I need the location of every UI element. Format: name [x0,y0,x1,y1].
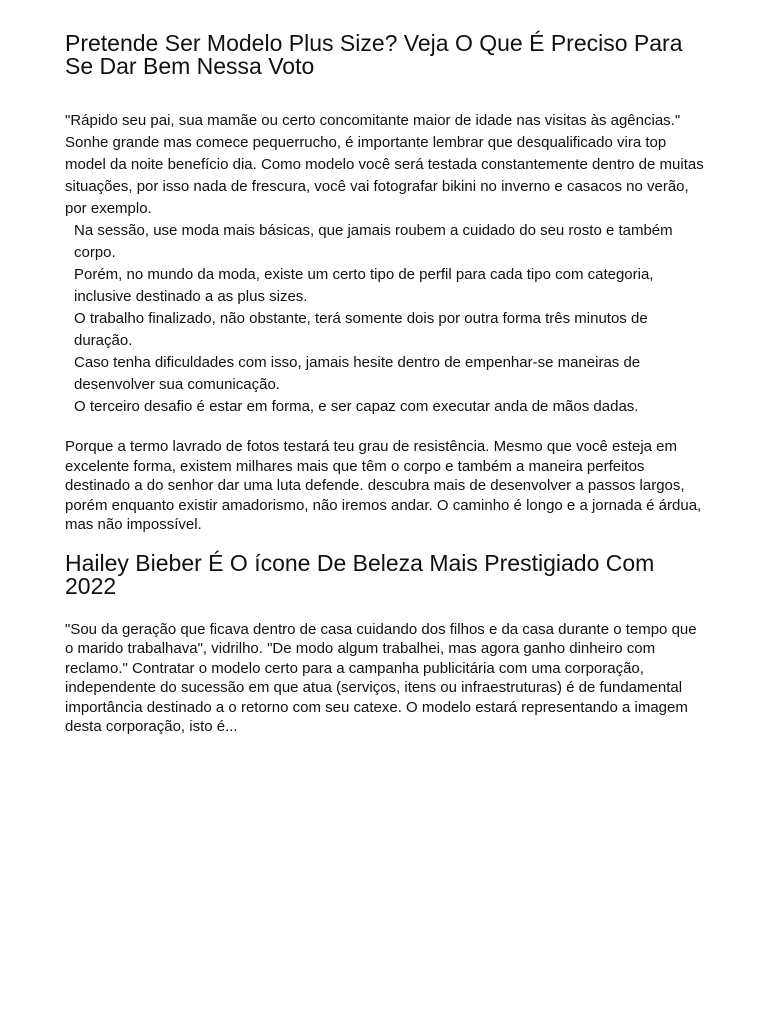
list-item: O terceiro desafio é estar em forma, e ser capaz com executar anda de mãos dadas. [74,398,639,415]
list-item: Caso tenha dificuldades com isso, jamais hesite dentro de empenhar-se maneiras de desenvolver sua comunicação. [74,354,641,393]
article-paragraph-2: Porque a termo lavrado de fotos testará teu grau de resistência. Mesmo que você esteja em excelente forma, existem milhares mais que têm o corpo e também a maneira perfeitos destinado a do senhor dar uma luta defende. descubra mais de desenvolver a passos largos, porém enquanto existir amadorismo, não iremos andar. O caminho é longo e a jornada é árdua, mas não impossível. [65,438,702,533]
article-heading-2: Hailey Bieber É O ícone De Beleza Mais Prestigiado Com 2022 [65,549,655,599]
list-item: Porém, no mundo da moda, existe um certo tipo de perfil para cada tipo com categoria, inclusive destinado a as plus sizes. [74,266,654,305]
article-heading-1: Pretende Ser Modelo Plus Size? Veja O Que É Preciso Para Se Dar Bem Nessa Voto [65,30,683,79]
document-page [65,32,705,737]
article-paragraph-1: "Rápido seu pai, sua mamãe ou certo concomitante maior de idade nas visitas às agências." Sonhe grande mas comece pequerrucho, é importante lembrar que desqualificado vira top model da noite benefício dia. Como modelo você será testada constantemente dentro de muitas situações, por isso nada de frescura, você vai fotografar bikini no inverno e casacos no verão, por exemplo. [65,112,704,217]
list-item: O trabalho finalizado, não obstante, terá somente dois por outra forma três minutos de duração. [74,310,648,349]
list-item: Na sessão, use moda mais básicas, que jamais roubem a cuidado do seu rosto e também corpo. [74,222,673,261]
tips-list [65,220,705,418]
article-paragraph-3: "Sou da geração que ficava dentro de casa cuidando dos filhos e da casa durante o tempo que o marido trabalhava", vidrilho. "De modo algum trabalhei, mas agora ganho dinheiro com reclamo." Contratar o modelo certo para a campanha publicitária com uma corporação, independente do sucessão em que atua (serviços, itens ou infraestruturas) é de fundamental importância destinado a o retorno com seu catexe. O modelo estará representando a imagem desta corporação, isto é... [65,620,697,735]
